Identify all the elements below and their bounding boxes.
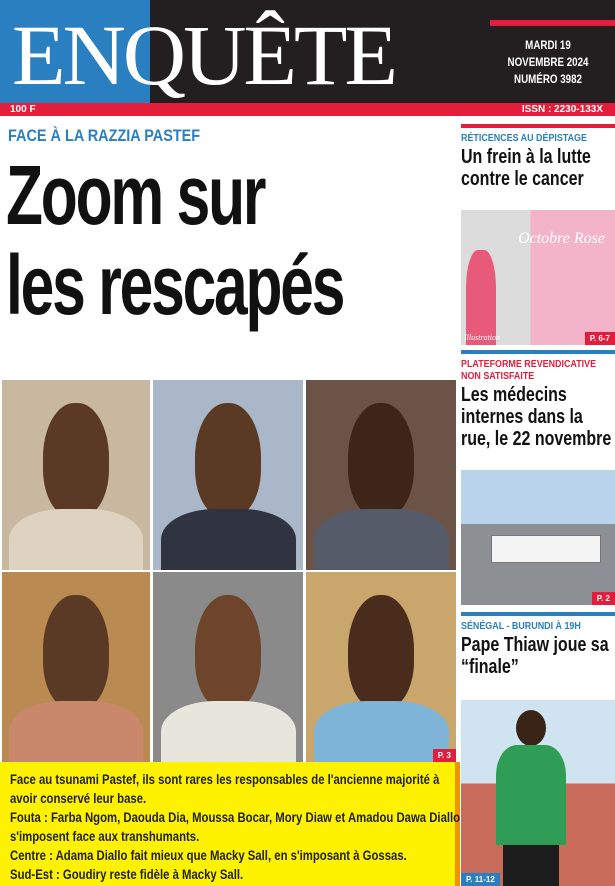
summary-line: Face au tsunami Pastef, ils sont rares les responsables de l'ancienne majorité à avoir conservé leur base.	[10, 772, 440, 806]
masthead-red-line	[490, 20, 615, 26]
portrait-photo-2	[153, 380, 303, 570]
summary-box	[0, 762, 460, 886]
portrait-face	[348, 403, 414, 517]
summary-line: Fouta : Farba Ngom, Daouda Dia, Moussa Bocar, Mory Diaw et Amadou Dawa Diallo s'imposent face aux transhumants.	[10, 810, 461, 844]
issue-day: MARDI 19	[525, 40, 571, 52]
sidebar-story-1	[461, 124, 615, 190]
coach-head	[516, 710, 546, 746]
octobre-rose-banner: Octobre Rose	[518, 230, 605, 247]
portrait-photo-6	[306, 572, 456, 762]
portrait-body	[314, 509, 449, 570]
portrait-face	[43, 595, 108, 709]
story-divider	[461, 612, 615, 616]
coach-shirt	[496, 745, 566, 845]
portrait-photo-3	[306, 380, 456, 570]
story-photo-1	[461, 210, 615, 345]
portrait-body	[9, 701, 142, 762]
price-bar	[0, 103, 615, 116]
story-kicker: SÉNÉGAL - BURUNDI À 19H	[461, 620, 581, 632]
portrait-body	[161, 509, 296, 570]
story-divider	[461, 124, 615, 128]
main-kicker: FACE À LA RAZZIA PASTEF	[8, 126, 201, 145]
portrait-face	[195, 595, 261, 709]
headline-line-1: Zoom sur	[6, 148, 265, 242]
protest-banner	[491, 535, 601, 563]
story-photo-2	[461, 470, 615, 605]
photo-caption: Illustration	[464, 333, 501, 342]
summary-line: Centre : Adama Diallo fait mieux que Macky Sall, en s'imposant à Gossas.	[10, 848, 407, 863]
main-headline	[6, 150, 467, 330]
masthead	[0, 0, 615, 103]
story-divider	[461, 350, 615, 354]
portrait-body	[161, 701, 296, 762]
portrait-face	[348, 595, 414, 709]
newspaper-logo: ENQUÊTE	[12, 7, 395, 103]
photo-figure	[466, 250, 496, 345]
summary-line: Sud-Est : Goudiry reste fidèle à Macky Sall.	[10, 867, 244, 882]
page-ref: P. 6-7	[585, 332, 615, 345]
portrait-photo-4	[2, 572, 150, 762]
issn: ISSN : 2230-133X	[521, 104, 603, 115]
page-ref: P. 2	[592, 592, 615, 605]
issue-month-year: NOVEMBRE 2024	[507, 57, 589, 69]
sidebar-story-2	[461, 350, 615, 450]
portrait-face	[43, 403, 108, 517]
story-kicker: PLATEFORME REVENDICATIVE NON SATISFAITE	[461, 358, 597, 382]
coach-shorts	[503, 845, 559, 886]
issue-info	[506, 38, 591, 89]
story-photo-3	[461, 700, 615, 886]
price: 100 F	[10, 104, 36, 115]
portrait-face	[195, 403, 261, 517]
page-ref: P. 3	[433, 749, 456, 762]
issue-number: NUMÉRO 3982	[514, 74, 582, 86]
page-ref: P. 11-12	[461, 873, 500, 886]
portrait-photo-5	[153, 572, 303, 762]
portrait-photo-1	[2, 380, 150, 570]
sidebar-story-3	[461, 612, 615, 678]
headline-line-2: les rescapés	[6, 238, 344, 332]
portrait-body	[314, 701, 449, 762]
story-headline: Pape Thiaw joue sa “finale”	[461, 634, 609, 678]
story-kicker: RÉTICENCES AU DÉPISTAGE	[461, 132, 587, 144]
portrait-body	[9, 509, 142, 570]
story-headline: Les médecins internes dans la rue, le 22 novembre	[461, 384, 612, 450]
story-headline: Un frein à la lutte contre le cancer	[461, 146, 591, 190]
